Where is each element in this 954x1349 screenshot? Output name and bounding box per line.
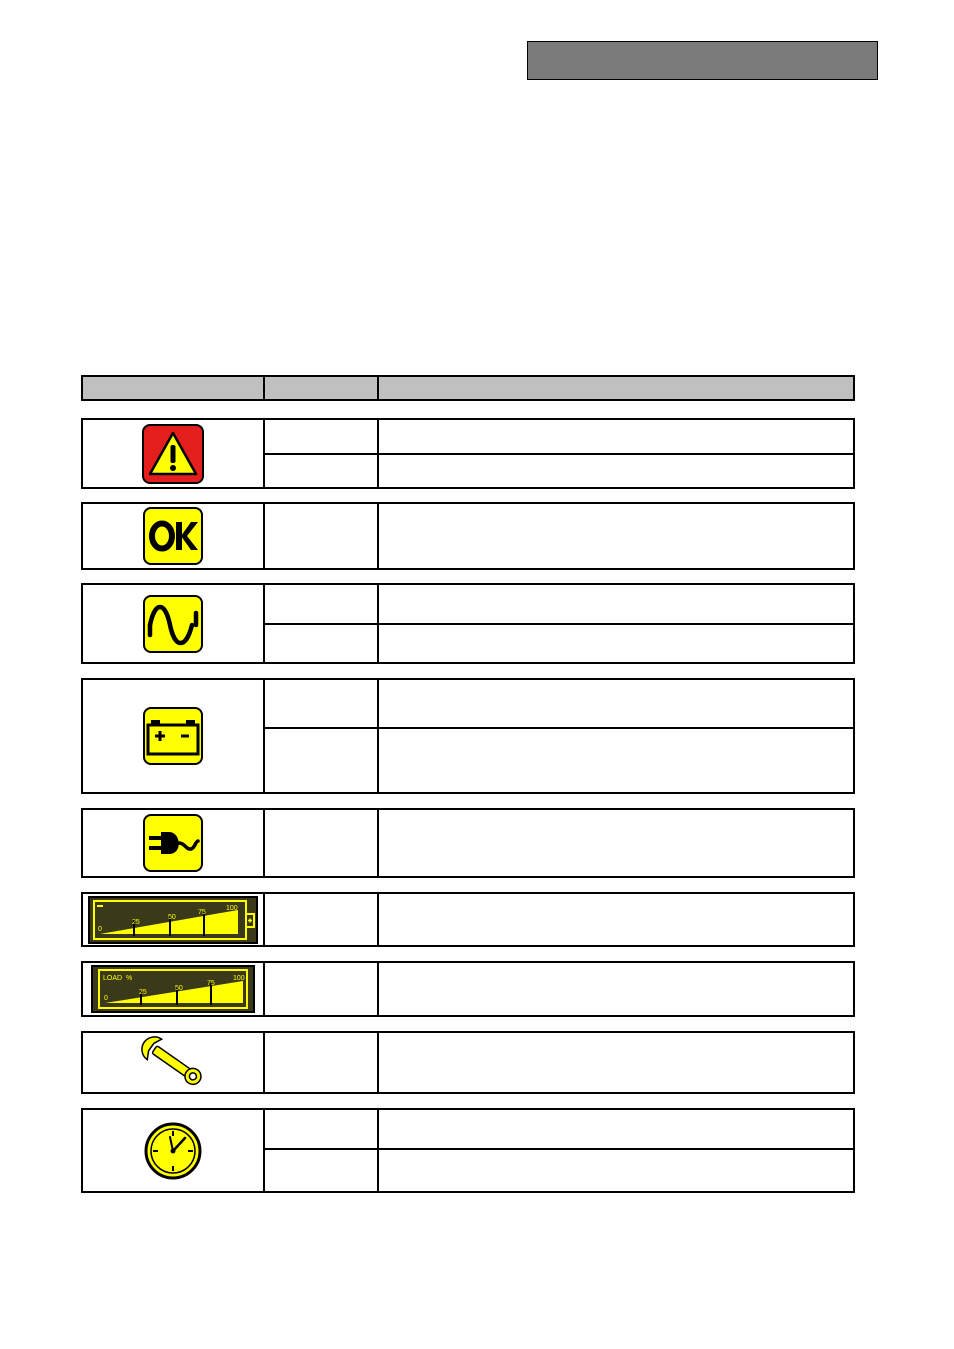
scale-label: 25 (139, 989, 147, 996)
scale-label: 50 (168, 913, 176, 921)
column-divider (377, 1033, 379, 1092)
icon-cell (83, 963, 263, 1015)
column-divider (263, 377, 265, 399)
sub-row-divider (263, 727, 853, 729)
column-divider (377, 1110, 379, 1191)
column-divider (263, 680, 265, 792)
ac-sine-wave-icon (143, 595, 203, 653)
column-divider (263, 963, 265, 1015)
column-divider (263, 810, 265, 876)
clock-icon (143, 1121, 203, 1181)
table-row-load-level (81, 961, 855, 1017)
column-divider (377, 504, 379, 568)
column-divider (263, 1110, 265, 1191)
warning-icon (142, 424, 204, 484)
table-row-battery (81, 678, 855, 794)
scale-label: 100 (226, 904, 238, 912)
scale-label: 75 (198, 908, 206, 916)
sub-row-divider (263, 1148, 853, 1150)
column-divider (377, 377, 379, 399)
icon-cell (83, 680, 263, 792)
column-divider (377, 894, 379, 945)
load-level-bar-icon (91, 965, 255, 1013)
scale-label: 75 (207, 980, 215, 987)
column-divider (263, 1033, 265, 1092)
icon-cell (83, 504, 263, 568)
table-row-ok (81, 502, 855, 570)
section-header-bar (527, 41, 878, 80)
sub-row-divider (263, 623, 853, 625)
column-divider (377, 680, 379, 792)
icon-cell (83, 1033, 263, 1092)
ok-icon (143, 507, 203, 565)
table-row-warning (81, 418, 855, 489)
column-divider (263, 894, 265, 945)
table-row-plug (81, 808, 855, 878)
load-caption: LOAD % (103, 975, 133, 982)
table-row-clock (81, 1108, 855, 1193)
wrench-icon (140, 1036, 206, 1090)
table-column-header (81, 375, 855, 401)
table-row-wrench (81, 1031, 855, 1094)
icon-cell (83, 585, 263, 662)
column-divider (377, 963, 379, 1015)
battery-icon (143, 707, 203, 765)
column-divider (263, 504, 265, 568)
scale-label: 0 (98, 925, 102, 933)
battery-level-bar-icon (88, 896, 258, 944)
table-row-ac-input (81, 583, 855, 664)
scale-label: 25 (132, 918, 140, 926)
plug-icon (143, 814, 203, 872)
icon-cell (83, 894, 263, 945)
icon-cell (83, 420, 263, 487)
icon-cell (83, 810, 263, 876)
scale-label: 50 (175, 985, 183, 992)
column-divider (377, 810, 379, 876)
sub-row-divider (263, 453, 853, 455)
table-row-battery-level (81, 892, 855, 947)
icon-cell (83, 1110, 263, 1191)
scale-label: 100 (233, 975, 245, 982)
scale-label: 0 (104, 995, 108, 1002)
